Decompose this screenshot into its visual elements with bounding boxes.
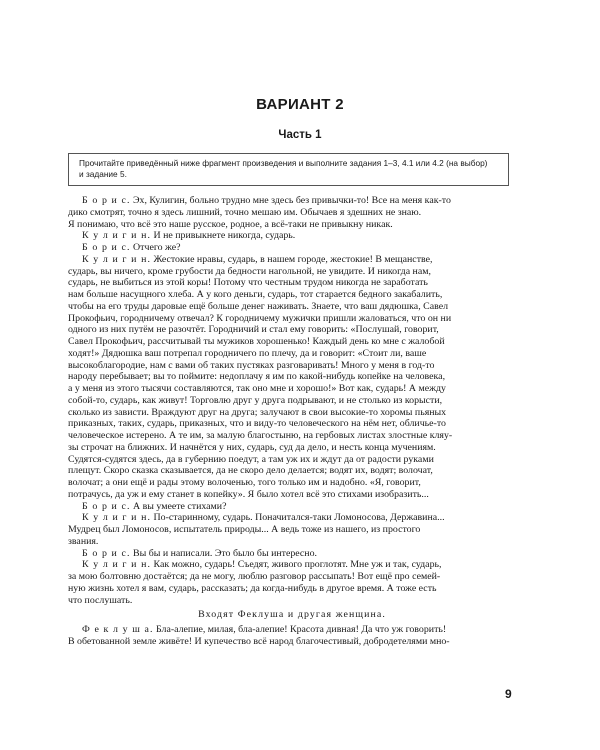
speaker-name: К у л и г и н. [82,230,152,242]
speaker-name: К у л и г и н. [82,559,152,571]
text-line: волочат; а они ещё и рады этому волоченью, того только им и надобно. «Я, говорит, [68,477,421,488]
text-line: К у л и г и н. И не привыкнете никогда, сударь. [82,230,296,242]
text-line: потрачусь, да уж и ему станет в копейку». Я было хотел всё это стихами изобразить... [68,488,429,500]
text-line: а у меня из этого тысячи составляются, так оно мне и хорошо!» Вот как, сударь! А между [68,383,446,394]
literary-excerpt [68,195,516,648]
text-line: Прокофьич, городничему отвечал? К городничему мужички пришли жаловаться, что он ни [68,312,452,324]
speaker-name: К у л и г и н. [82,253,152,265]
text-line: собой-то, сударь, как живут! Торговлю друг у друга подрывают, и не столько из корысти, [68,394,443,406]
text-line: Мудрец был Ломоносов, испытатель природы... А ведь тоже из нашего, из простого [68,524,421,535]
speaker-name: Ф е к л у ш а. [82,624,154,635]
text-line: что послушать. [68,594,133,606]
part-heading: Часть 1 [278,129,322,141]
text-line: Б о р и с. Эх, Кулигин, больно трудно мне здесь без привычки-то! Все на меня как-то [82,195,451,206]
text-line: чтобы на его труды даровые ещё больше денег наживать. Знаете, что ваш дядюшка, Савел [68,300,449,312]
text-line: Б о р и с. Вы бы и написали. Это было бы интересно. [82,547,317,559]
text-line: звания. [68,535,99,547]
text-line: человеческое истерено. А те им, за малую благостыню, на гербовых листах злостные кляу- [68,430,453,441]
text-line: нам больше насущного хлеба. А у кого деньги, сударь, тот старается бедного закабалить, [68,289,443,300]
text-line: сударь, не выбиться из этой коры! Потому что честным трудом никогда не заработать [68,277,428,289]
speaker-name: Б о р и с. [82,547,131,559]
text-line: ную жизнь хотел я вам, сударь, рассказать; да когда-нибудь в другое время. А тоже есть [68,582,437,594]
text-line: за мою болтовню достаётся; да не могу, люблю разговор рассыпать! Вот ещё про семей- [68,571,441,582]
speaker-name: Б о р и с. [82,195,131,206]
text-line: дико смотрят, точно я здесь лишний, точно мешаю им. Обычаев я здешних не знаю. [68,206,422,218]
instruction-line: и задание 5. [79,169,127,179]
text-line: К у л и г и н. По-старинному, сударь. Поначитался-таки Ломоносова, Державина... [82,512,445,524]
page-title: ВАРИАНТ 2 [256,96,344,113]
instruction-line: Прочитайте приведённый ниже фрагмент произведения и выполните задания 1–3, 4.1 или 4.2 (на выбор) [79,158,488,168]
text-line: Ф е к л у ш а. Бла-алепие, милая, бла-алепие! Красота дивная! Да что уж говорить! [82,624,447,635]
text-line: одного из них путём не разочтёт. Городничий и стал ему говорить: «Послушай, говорит, [68,324,439,336]
text-line: сколько из зависти. Враждуют друг на друга; залучают в свои высокие-то хоромы пьяных [68,406,447,418]
speaker-name: Б о р и с. [82,242,131,253]
text-line: Я понимаю, что всё это наше русское, родное, а всё-таки не привыкну никак. [68,218,393,230]
text-line: К у л и г и н. Как можно, сударь! Съедят, живого проглотят. Мне уж и так, сударь, [82,559,442,571]
stage-direction: Входят Феклуша и другая женщина. [198,609,386,621]
text-line: народу перебывает; вы то поймите: недоплачу я им по какой-нибудь копейке на человека, [68,371,446,383]
text-line: Судятся-судятся здесь, да в губернию поедут, а там уж их и ждут да от радости руками [68,453,434,465]
speaker-name: Б о р и с. [82,500,131,512]
text-line: К у л и г и н. Жестокие нравы, сударь, в нашем городе, жестокие! В мещанстве, [82,253,433,265]
text-line: Б о р и с. А вы умеете стихами? [82,500,227,512]
text-line: сударь, вы ничего, кроме грубости да бедности нагольной, не увидите. И никогда нам, [68,265,431,277]
instruction-box [68,153,509,186]
text-line: Б о р и с. Отчего же? [82,242,181,253]
page-number: 9 [505,687,512,701]
text-line: приказных, таких, сударь, приказных, что и виду-то человеческого на нём нет, обличье-то [68,418,446,430]
text-line: Савел Прокофьич, рассчитывай ты мужиков хорошенько! Каждый день ко мне с жалобой [68,336,445,347]
text-line: плещут. Скоро сказка сказывается, да не скоро дело делается; водят их, водят; волочат, [68,465,433,477]
text-line: В обетованной земле живёте! И купечество всё народ благочестивый, добродетелями мно- [68,635,450,647]
text-line: ходят!» Дядюшка ваш потрепал городничего по плечу, да и говорит: «Стоит ли, ваше [68,347,427,359]
text-line: высокоблагородие, нам с вами об таких пустяках разговаривать! Много у меня в год-то [68,359,435,371]
speaker-name: К у л и г и н. [82,512,152,524]
text-line: зы строчат на ближних. И начнётся у них, сударь, суд да дело, и несть конца мучениям. [68,441,436,453]
